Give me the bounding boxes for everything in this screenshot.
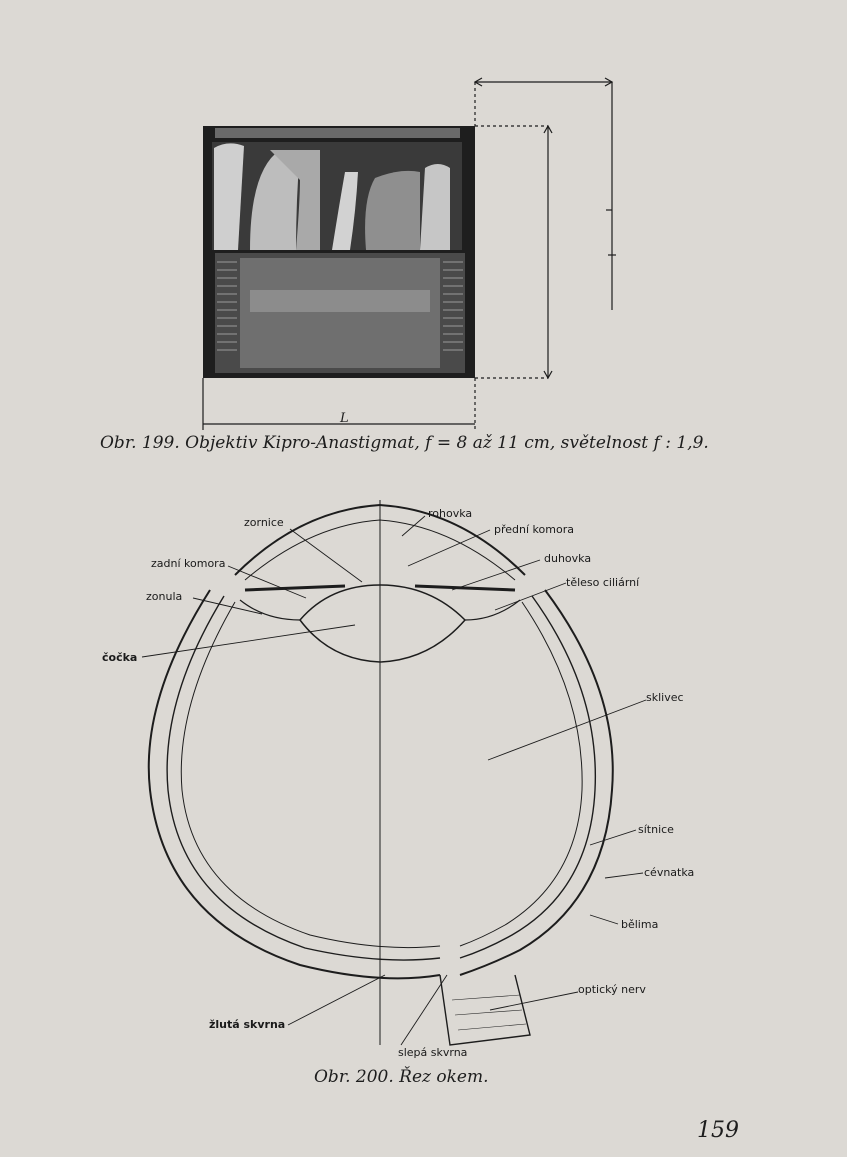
label-opticky-nerv: optický nerv <box>578 983 646 996</box>
label-belima: bělima <box>621 918 659 931</box>
figure-199-caption: Obr. 199. Objektiv Kipro-Anastigmat, f = 8 až 11 cm, světelnost f : 1,9. <box>100 433 709 453</box>
label-duhovka: duhovka <box>544 552 592 565</box>
page-number: 159 <box>697 1118 739 1143</box>
label-sitnice: sítnice <box>638 823 674 836</box>
label-rohovka: rohovka <box>428 507 473 520</box>
label-teleso-ciliarni: těleso ciliární <box>566 576 640 589</box>
label-slepa-skvrna: slepá skvrna <box>398 1046 468 1059</box>
dimension-label-L: L <box>340 411 349 426</box>
ciliary-left <box>240 600 300 620</box>
retina-left <box>181 602 440 948</box>
choroid-left <box>167 596 440 960</box>
sclera-outer-left <box>149 590 440 978</box>
leader-lines <box>142 516 646 1045</box>
crystalline-lens <box>300 585 465 662</box>
optic-nerve <box>440 975 530 1045</box>
label-zornice: zornice <box>244 516 284 529</box>
label-zluta-skvrna: žlutá skvrna <box>209 1018 286 1031</box>
retina-right <box>460 602 582 946</box>
label-sklivec: sklivec <box>646 691 684 704</box>
label-cocka: čočka <box>102 651 138 664</box>
label-cevnatka: cévnatka <box>644 866 695 879</box>
figure-200-caption: Obr. 200. Řez okem. <box>314 1067 489 1087</box>
label-zonula: zonula <box>146 590 183 603</box>
label-predni-komora: přední komora <box>494 523 574 536</box>
choroid-right <box>460 596 595 958</box>
ciliary-right <box>465 600 520 620</box>
label-zadni-komora: zadní komora <box>151 557 226 570</box>
iris-left <box>245 586 345 590</box>
optic-nerve-fibers <box>452 995 526 1030</box>
iris-right <box>415 586 515 590</box>
